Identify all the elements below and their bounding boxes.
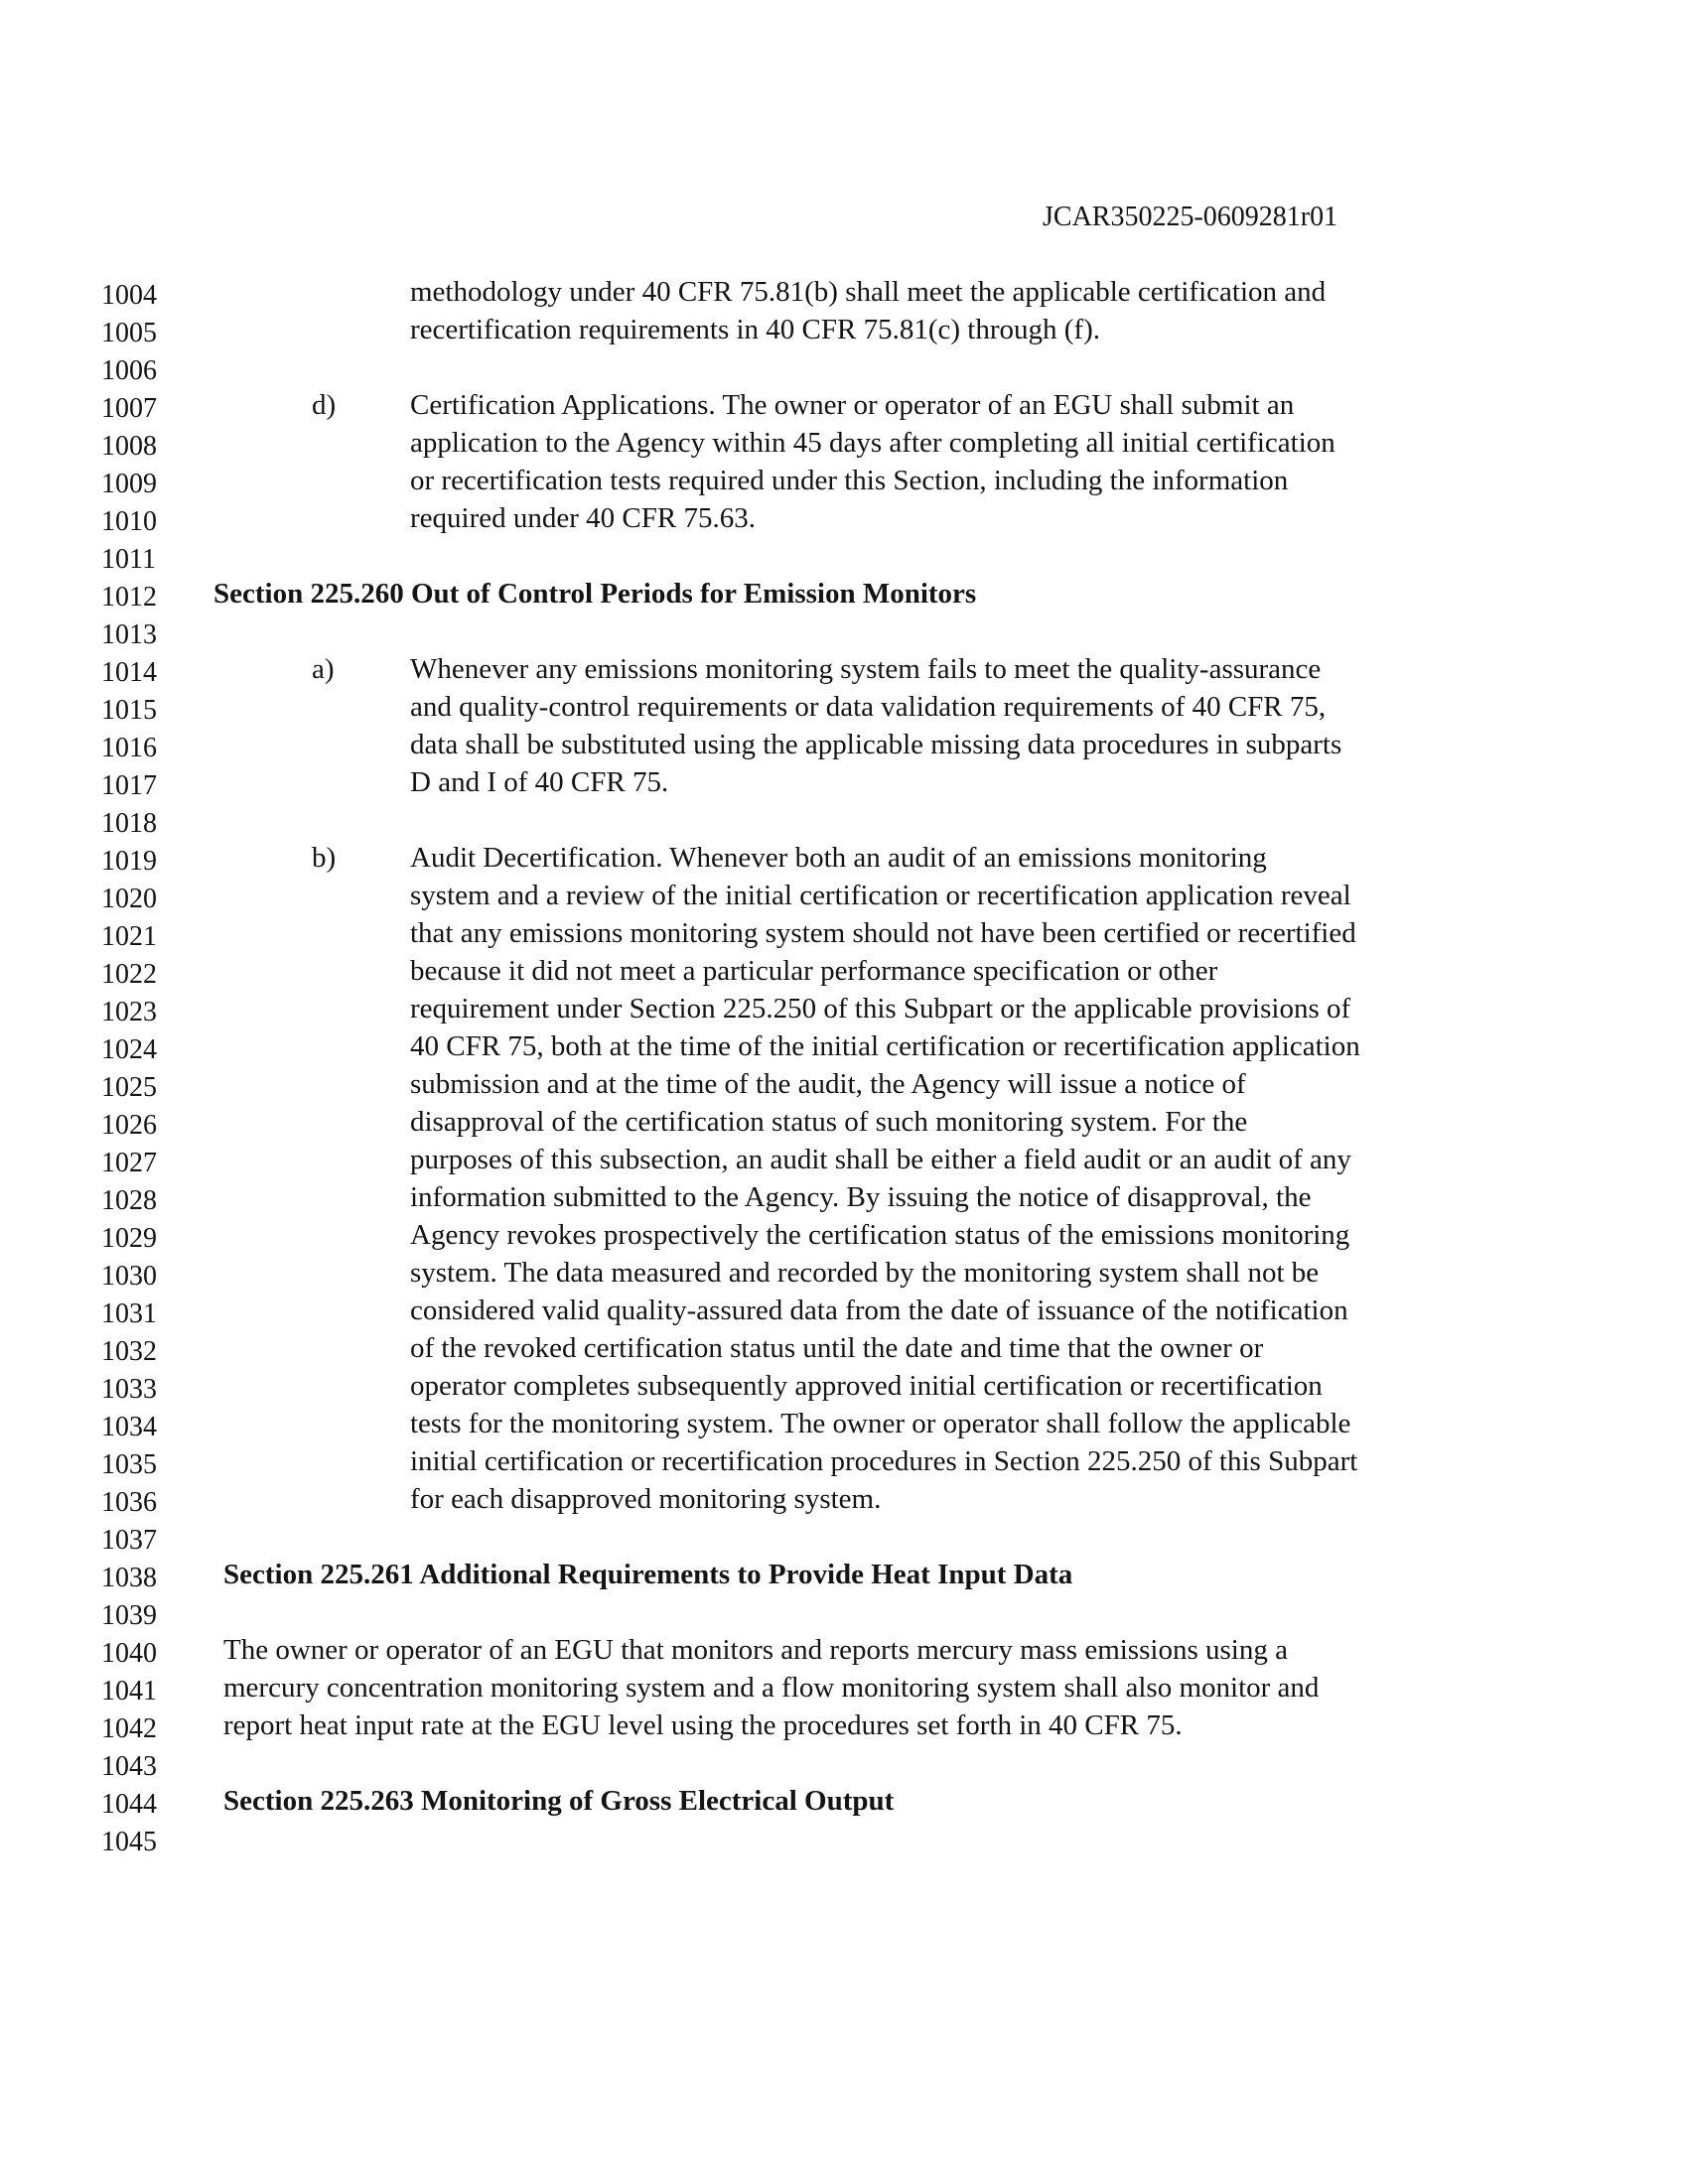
line-number: 1007 [101, 393, 157, 424]
subsection-b-line: tests for the monitoring system. The owner or operator shall follow the applicable [410, 1408, 1351, 1439]
line-number: 1020 [101, 884, 157, 914]
subsection-d-line: application to the Agency within 45 days after completing all initial certification [410, 427, 1335, 459]
section-261-line: The owner or operator of an EGU that monitors and reports mercury mass emissions using a [223, 1634, 1288, 1666]
line-number: 1044 [101, 1789, 157, 1820]
subsection-d-line: or recertification tests required under this Section, including the information [410, 465, 1289, 496]
subsection-b-line: system. The data measured and recorded by the monitoring system shall not be [410, 1257, 1320, 1289]
line-number: 1019 [101, 846, 157, 877]
subsection-b-line: because it did not meet a particular performance specification or other [410, 955, 1218, 987]
subsection-b-line: of the revoked certification status until the date and time that the owner or [410, 1332, 1264, 1364]
line-number: 1021 [101, 921, 157, 952]
line-number: 1037 [101, 1525, 157, 1556]
subsection-b-line: purposes of this subsection, an audit shall be either a field audit or an audit of any [410, 1144, 1351, 1175]
subsection-b-line: 40 CFR 75, both at the time of the initial certification or recertification application [410, 1030, 1360, 1062]
section-heading-263: Section 225.263 Monitoring of Gross Electrical Output [223, 1785, 895, 1817]
line-number: 1043 [101, 1751, 157, 1782]
line-number: 1027 [101, 1148, 157, 1178]
line-number: 1031 [101, 1298, 157, 1329]
line-number: 1014 [101, 657, 157, 688]
subsection-b-line: requirement under Section 225.250 of this Subpart or the applicable provisions of [410, 993, 1351, 1024]
line-number: 1022 [101, 959, 157, 990]
line-number: 1006 [101, 355, 157, 386]
subsection-b-line: considered valid quality-assured data from the date of issuance of the notification [410, 1295, 1348, 1326]
line-number: 1016 [101, 733, 157, 763]
subsection-b-line: information submitted to the Agency. By issuing the notice of disapproval, the [410, 1181, 1312, 1213]
subsection-a-label: a) [312, 653, 335, 685]
section-261-line: mercury concentration monitoring system and a flow monitoring system shall also monitor and [223, 1672, 1320, 1704]
document-id: JCAR350225-0609281r01 [1043, 202, 1338, 232]
line-number: 1041 [101, 1676, 157, 1706]
line-number: 1024 [101, 1034, 157, 1065]
line-number: 1008 [101, 431, 157, 462]
section-261-line: report heat input rate at the EGU level using the procedures set forth in 40 CFR 75. [223, 1709, 1183, 1741]
subsection-b-line: disapproval of the certification status of such monitoring system. For the [410, 1106, 1248, 1138]
subsection-d-line: required under 40 CFR 75.63. [410, 502, 756, 534]
line-number: 1017 [101, 770, 157, 801]
subsection-a-line: data shall be substituted using the applicable missing data procedures in subparts [410, 729, 1342, 760]
subsection-b-label: b) [312, 842, 337, 874]
subsection-b-line: Agency revokes prospectively the certification status of the emissions monitoring [410, 1219, 1350, 1251]
line-number: 1035 [101, 1449, 157, 1480]
subsection-d-line: Certification Applications. The owner or operator of an EGU shall submit an [410, 389, 1295, 421]
section-heading-261: Section 225.261 Additional Requirements to Provide Heat Input Data [223, 1559, 1073, 1590]
line-number: 1009 [101, 469, 157, 499]
line-number: 1034 [101, 1412, 157, 1442]
subsection-b-line: operator completes subsequently approved initial certification or recertification [410, 1370, 1323, 1402]
line-number: 1042 [101, 1713, 157, 1744]
subsection-c-line: recertification requirements in 40 CFR 75.81(c) through (f). [410, 314, 1100, 345]
line-number: 1029 [101, 1223, 157, 1254]
line-number: 1018 [101, 808, 157, 839]
line-number: 1013 [101, 619, 157, 650]
subsection-a-line: D and I of 40 CFR 75. [410, 766, 669, 798]
line-number: 1033 [101, 1374, 157, 1405]
line-number: 1040 [101, 1638, 157, 1669]
line-number: 1012 [101, 582, 157, 613]
section-heading-260: Section 225.260 Out of Control Periods for Emission Monitors [213, 578, 977, 610]
subsection-b-line: for each disapproved monitoring system. [410, 1483, 882, 1515]
line-number: 1011 [101, 544, 156, 575]
subsection-b-line: system and a review of the initial certification or recertification application reveal [410, 880, 1351, 911]
subsection-b-line: Audit Decertification. Whenever both an audit of an emissions monitoring [410, 842, 1267, 874]
line-number: 1032 [101, 1336, 157, 1367]
line-number: 1010 [101, 506, 157, 537]
line-number: 1023 [101, 997, 157, 1027]
subsection-a-line: and quality-control requirements or data validation requirements of 40 CFR 75, [410, 691, 1327, 723]
subsection-d-label: d) [312, 389, 337, 421]
subsection-b-line: submission and at the time of the audit, the Agency will issue a notice of [410, 1068, 1246, 1100]
subsection-a-line: Whenever any emissions monitoring system fails to meet the quality-assurance [410, 653, 1322, 685]
line-number: 1038 [101, 1563, 157, 1593]
line-number: 1028 [101, 1185, 157, 1216]
line-number: 1045 [101, 1827, 157, 1857]
line-number: 1025 [101, 1072, 157, 1103]
line-number: 1004 [101, 280, 157, 311]
line-number: 1015 [101, 695, 157, 726]
line-number: 1036 [101, 1487, 157, 1518]
line-number: 1030 [101, 1261, 157, 1292]
subsection-b-line: that any emissions monitoring system should not have been certified or recertified [410, 917, 1356, 949]
line-number: 1039 [101, 1600, 157, 1631]
line-number: 1026 [101, 1110, 157, 1141]
line-number: 1005 [101, 318, 157, 348]
subsection-c-line: methodology under 40 CFR 75.81(b) shall meet the applicable certification and [410, 276, 1327, 308]
subsection-b-line: initial certification or recertification procedures in Section 225.250 of this Subpart [410, 1445, 1358, 1477]
